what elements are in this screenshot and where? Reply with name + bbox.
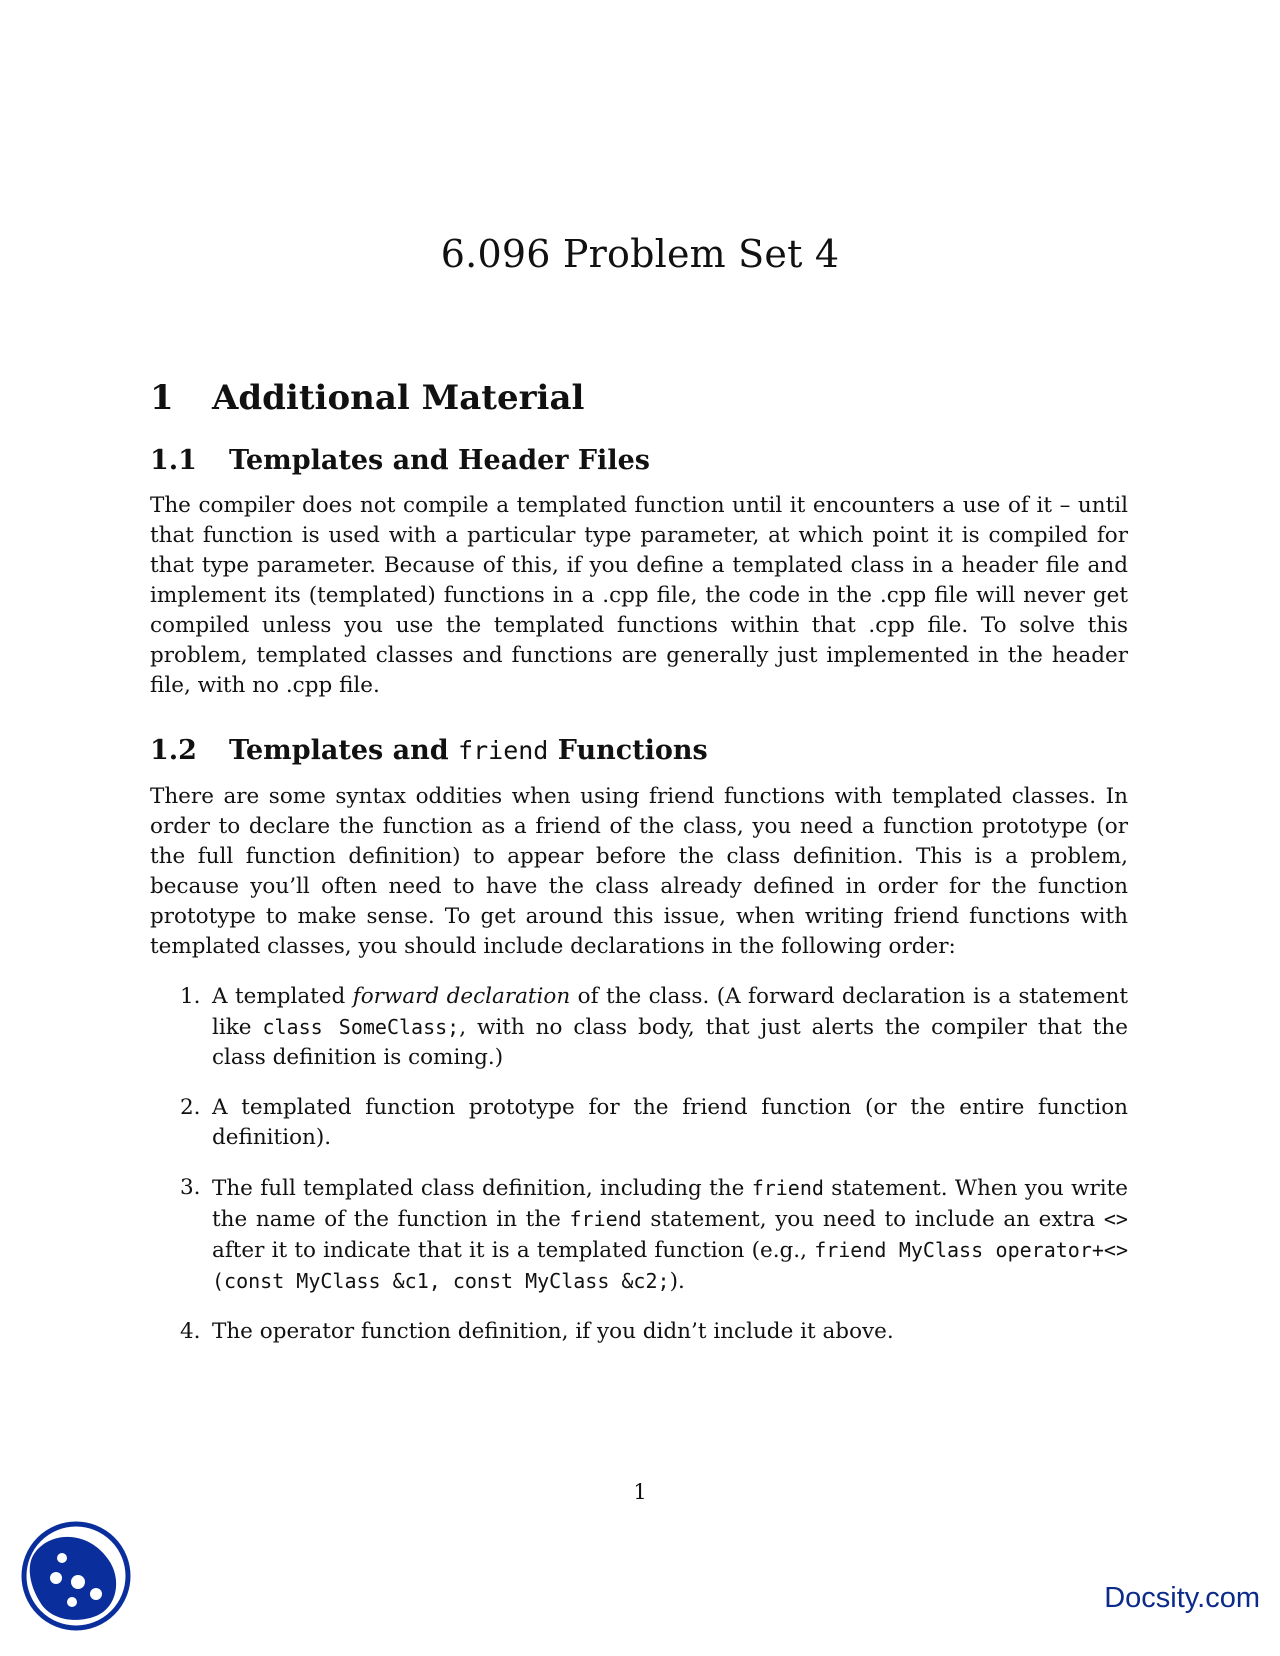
list-text: A templated	[212, 983, 346, 1009]
list-item	[150, 1317, 1128, 1347]
page-number: 1	[633, 1480, 647, 1504]
list-text: , with no class body, that just alerts the compiler that the class definition is coming.)	[212, 1014, 1128, 1070]
list-marker: 4.	[180, 1318, 201, 1344]
list-item	[150, 1173, 1128, 1297]
subsection-title	[229, 735, 708, 767]
heading-code: friend	[458, 736, 549, 766]
list-text: The operator function definition, if you didn’t include it above.	[212, 1318, 894, 1344]
section-heading	[150, 378, 1128, 419]
list-text: The full templated class definition, including the	[212, 1175, 745, 1201]
subsection-heading-1-2	[150, 735, 1128, 767]
list-marker: 2.	[180, 1094, 201, 1120]
inline-code: <>	[1103, 1206, 1128, 1231]
subsection-title: Templates and Header Files	[229, 444, 650, 476]
list-text: statement, you need to include an extra	[650, 1206, 1096, 1232]
list-item	[150, 1093, 1128, 1153]
inline-code: friend MyClass operator+<>(const MyClass &c1, const MyClass &c2;	[212, 1237, 1128, 1293]
inline-code: class SomeClass;	[262, 1014, 460, 1039]
declaration-order-list	[150, 982, 1128, 1347]
list-item	[150, 982, 1128, 1073]
heading-text: Templates and	[229, 735, 449, 767]
section-number: 1	[150, 378, 174, 418]
paragraph-friend-functions: There are some syntax oddities when using friend functions with templated classes. In order to declare the function as a friend of the class, you need a function prototype (or the full function definition) to appear before the class definition. This is a problem, because you’ll often need to have the class already defined in order for the function prototype to make sense. To get around this issue, when writing friend functions with templated classes, you should include declarations in the following order:	[150, 783, 1128, 959]
subsection-number: 1.1	[150, 444, 197, 476]
document-content	[150, 378, 1128, 1367]
docsity-logo-icon[interactable]	[20, 1520, 132, 1632]
inline-code: friend	[751, 1175, 824, 1200]
document-title: 6.096 Problem Set 4	[440, 232, 840, 276]
list-text: ).	[669, 1268, 685, 1294]
list-marker: 3.	[180, 1174, 201, 1200]
docsity-brand-link[interactable]: Docsity.com	[1104, 1582, 1260, 1614]
emphasis-text: forward declaration	[352, 983, 571, 1009]
list-text: of the class. (A forward declaration is a statement like	[212, 983, 1128, 1040]
list-text: A templated function prototype for the friend function (or the entire function definition).	[212, 1094, 1128, 1150]
list-marker: 1.	[180, 983, 201, 1009]
inline-code: friend	[569, 1206, 642, 1231]
subsection-number: 1.2	[150, 735, 197, 767]
paragraph-templates-header-files: The compiler does not compile a templated function until it encounters a use of it – until that function is used with a particular type parameter, at which point it is compiled for that type parameter. Because of this, if you define a templated class in a header file and implement its (templated) functions in a .cpp file, the code in the .cpp file will never get compiled unless you use the templated functions within that .cpp file. To solve this problem, templated classes and functions are generally just implemented in the header file, with no .cpp file.	[150, 493, 1128, 699]
list-text: after it to indicate that it is a templated function (e.g.,	[212, 1237, 807, 1263]
heading-text: Functions	[557, 735, 708, 767]
section-title: Additional Material	[212, 378, 585, 418]
subsection-heading-1-1	[150, 445, 1128, 477]
list-text: statement. When you write the name of the function in the	[212, 1175, 1128, 1232]
